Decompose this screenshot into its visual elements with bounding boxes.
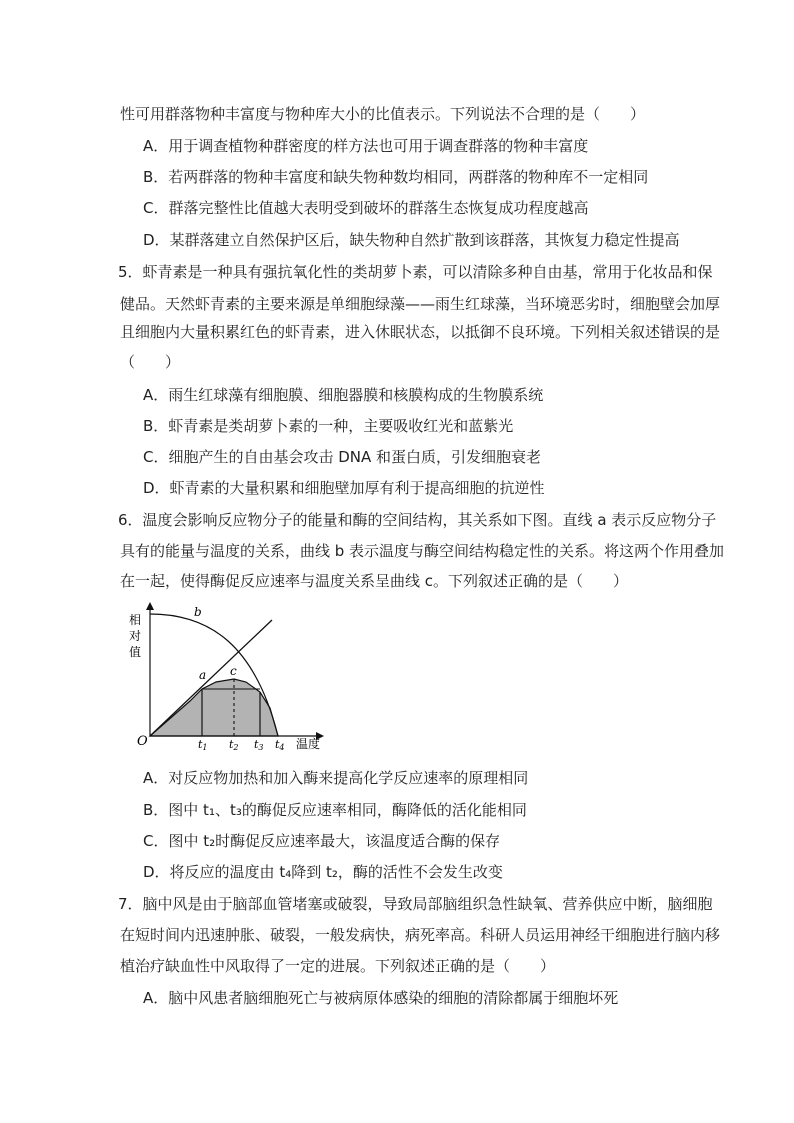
tick-t1: t1 xyxy=(198,738,208,752)
q4-option-a: A．用于调查植物种群密度的样方法也可用于调查群落的物种丰富度 xyxy=(143,137,589,155)
y-axis-label-3: 值 xyxy=(129,645,142,659)
q5-stem-line-3: 且细胞内大量积累红色的虾青素，进入休眠状态，以抵御不良环境。下列相关叙述错误的是 xyxy=(120,323,721,341)
q7-stem-line-2: 在短时间内迅速肿胀、破裂，一般发病快，病死率高。科研人员运用神经干细胞进行脑内移 xyxy=(120,926,721,944)
y-axis-arrow xyxy=(146,602,154,610)
q4-stem-tail: 性可用群落物种丰富度与物种库大小的比值表示。下列说法不合理的是（ ） xyxy=(120,105,646,123)
q6-option-d: D．将反应的温度由 t₄降到 t₂，酶的活性不会发生改变 xyxy=(143,863,503,881)
tick-t3: t3 xyxy=(254,738,264,752)
q4-option-d: D．某群落建立自然保护区后，缺失物种自然扩散到该群落，其恢复力稳定性提高 xyxy=(143,231,680,249)
q6-option-b: B．图中 t₁、t₃的酶促反应速率相同，酶降低的活化能相同 xyxy=(143,801,527,819)
y-axis-label-1: 相 xyxy=(129,613,142,627)
curve-c-shaded-area xyxy=(150,679,278,736)
q6-stem-line-1: 6．温度会影响反应物分子的能量和酶的空间结构，其关系如下图。直线 a 表示反应物分子 xyxy=(118,511,717,529)
enzyme-temperature-figure xyxy=(120,600,340,760)
x-axis-label: 温度 xyxy=(296,737,321,751)
q5-stem-line-4: （ ） xyxy=(120,353,181,371)
q6-option-a: A．对反应物加热和加入酶来提高化学反应速率的原理相同 xyxy=(143,769,529,787)
origin-label: O xyxy=(137,734,148,749)
q5-option-b: B．虾青素是类胡萝卜素的一种，主要吸收红光和蓝紫光 xyxy=(143,417,514,435)
q7-stem-line-3: 植治疗缺血性中风取得了一定的进展。下列叙述正确的是（ ） xyxy=(120,957,556,975)
q4-option-c: C．群落完整性比值越大表明受到破坏的群落生态恢复成功程度越高 xyxy=(143,199,589,217)
tick-t4: t4 xyxy=(275,738,285,752)
q6-option-c: C．图中 t₂时酶促反应速率最大，该温度适合酶的保存 xyxy=(143,832,501,850)
q6-stem-line-3: 在一起，使得酶促反应速率与温度关系呈曲线 c。下列叙述正确的是（ ） xyxy=(120,572,629,590)
q7-stem-line-1: 7．脑中风是由于脑部血管堵塞或破裂，导致局部脑组织急性缺氧、营养供应中断，脑细胞 xyxy=(118,895,713,913)
q7-option-a: A．脑中风患者脑细胞死亡与被病原体感染的细胞的清除都属于细胞坏死 xyxy=(143,989,619,1007)
q6-stem-line-2: 具有的能量与温度的关系，曲线 b 表示温度与酶空间结构稳定性的关系。将这两个作用叠加 xyxy=(120,542,725,560)
curve-b-label: b xyxy=(194,605,202,619)
curve-c-label: c xyxy=(230,664,237,678)
q5-option-a: A．雨生红球藻有细胞膜、细胞器膜和核膜构成的生物膜系统 xyxy=(143,386,544,404)
y-axis-label-2: 对 xyxy=(129,629,142,643)
q5-option-d: D．虾青素的大量积累和细胞壁加厚有利于提高细胞的抗逆性 xyxy=(143,479,545,497)
q5-stem-line-2: 健品。天然虾青素的主要来源是单细胞绿藻——雨生红球藻，当环境恶劣时，细胞壁会加厚 xyxy=(120,295,721,313)
q5-option-c: C．细胞产生的自由基会攻击 DNA 和蛋白质，引发细胞衰老 xyxy=(143,448,542,466)
tick-t2: t2 xyxy=(229,738,239,752)
curve-a-label: a xyxy=(199,668,207,682)
q5-stem-line-1: 5．虾青素是一种具有强抗氧化性的类胡萝卜素，可以清除多种自由基，常用于化妆品和保 xyxy=(118,263,713,281)
q4-option-b: B．若两群落的物种丰富度和缺失物种数均相同，两群落的物种库不一定相同 xyxy=(143,168,649,186)
